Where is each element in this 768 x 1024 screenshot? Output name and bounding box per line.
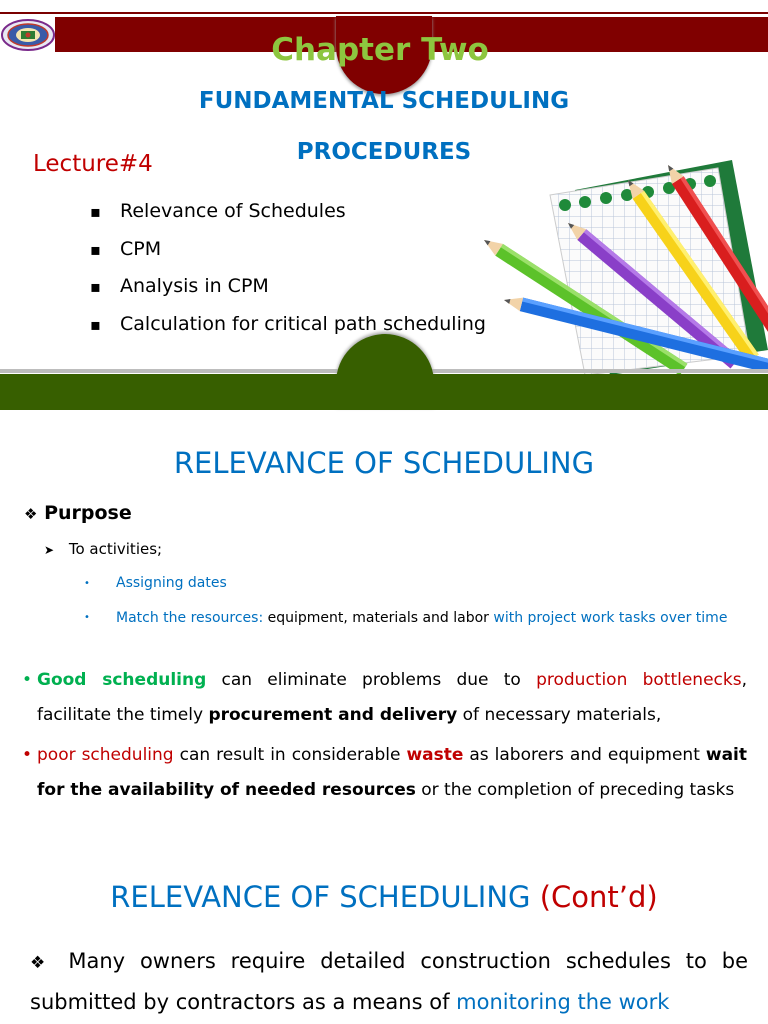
lecture-label: Lecture#4 (33, 151, 153, 177)
slide-heading: RELEVANCE OF SCHEDULING (173, 446, 595, 480)
main-title-line-2: PROCEDURES (296, 139, 472, 165)
slide-1 (0, 0, 768, 412)
list-item: ▪ Calculation for critical path scheduling (90, 306, 486, 344)
paragraph-good-scheduling: • Good scheduling can eliminate problems due to production bottlenecks, facilitate the timely procurement and delivery of necessary materials, (22, 670, 747, 725)
slide-2 (0, 418, 768, 858)
slide-heading: RELEVANCE OF SCHEDULING (Cont’d) (110, 880, 658, 914)
arrow-bullet-icon: ➤ (44, 543, 55, 557)
list-item: ▪ Analysis in CPM (90, 268, 486, 306)
bottom-band (0, 374, 768, 410)
sub-item-2: • Match the resources: equipment, materials and labor with project work tasks over time (84, 610, 728, 626)
to-activities-item: ➤ To activities; (44, 540, 163, 558)
chapter-title: Chapter Two (271, 32, 489, 68)
sub-item-1: • Assigning dates (84, 575, 227, 591)
list-item: ▪ CPM (90, 231, 486, 269)
pencils-illustration (470, 150, 768, 375)
top-line (0, 12, 768, 14)
paragraph-poor-scheduling: • poor scheduling can result in considerable waste as laborers and equipment wait for the availability of needed resources or the completion of preceding tasks (22, 745, 748, 800)
purpose-heading: ❖ Purpose (24, 502, 132, 524)
list-item: ▪ Relevance of Schedules (90, 193, 486, 231)
lecture-topic-list (90, 193, 486, 343)
diamond-bullet-icon: ❖ (24, 505, 38, 523)
diamond-bullet-icon: ❖ (30, 953, 54, 973)
main-title-line-1: FUNDAMENTAL SCHEDULING (198, 88, 570, 114)
slide-3 (0, 860, 768, 1024)
paragraph-owners: ❖ Many owners require detailed construction schedules to be submitted by contractors as a means of monitoring the work (30, 949, 748, 1014)
